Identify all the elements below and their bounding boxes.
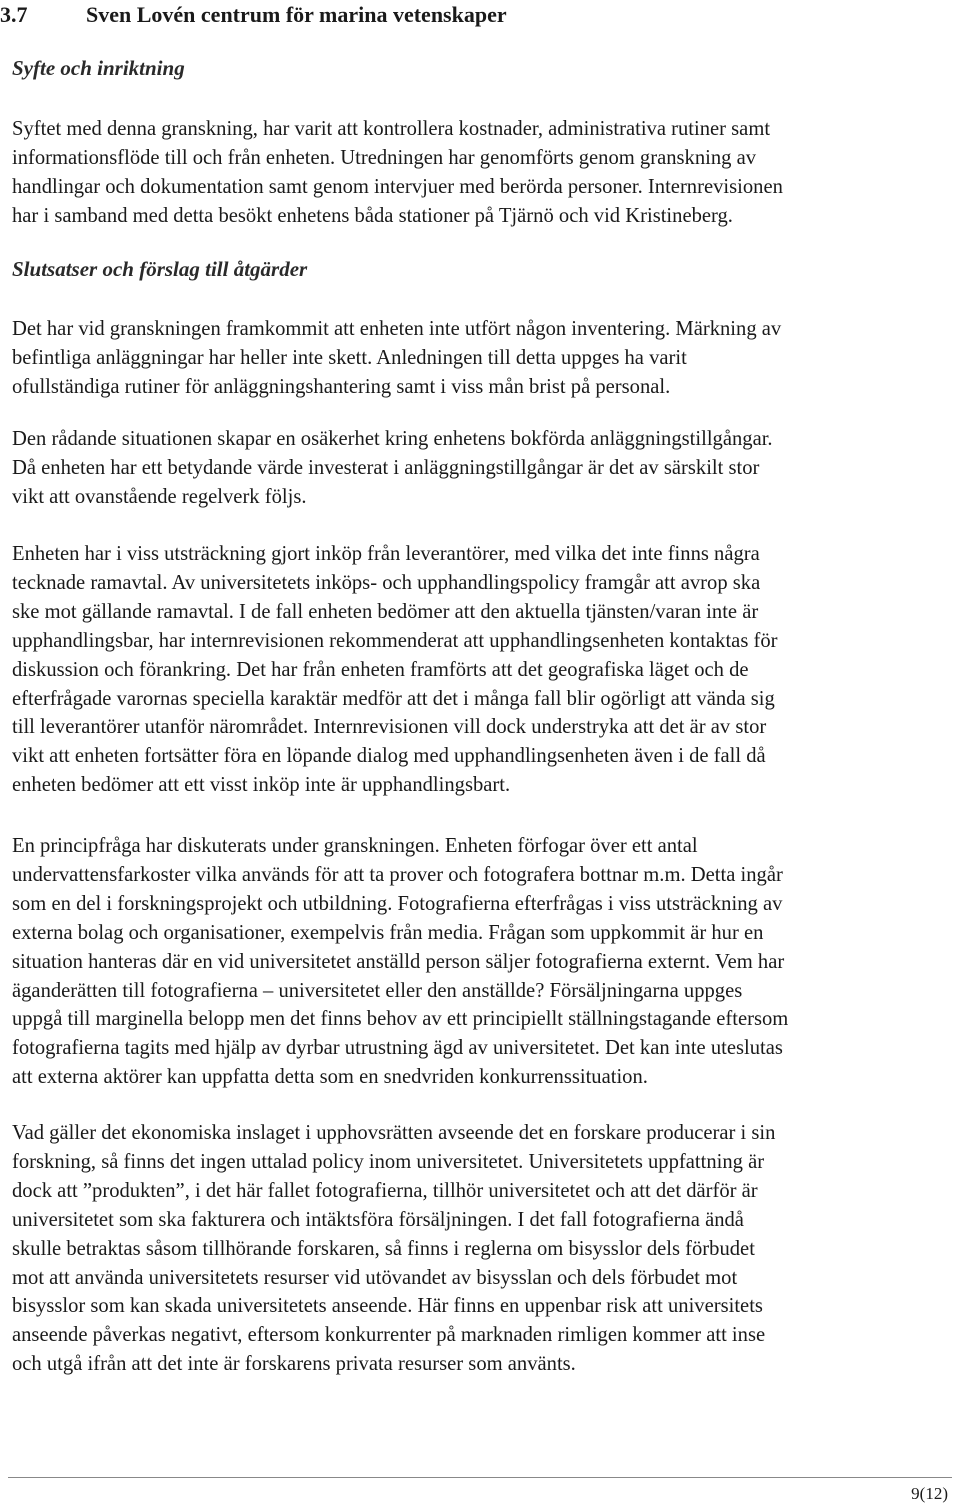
section-heading — [0, 2, 507, 28]
paragraph-copyright: Vad gäller det ekonomiska inslaget i upphovsrätten avseende det en forskare producerar i sin forskning, så finns det ingen uttalad policy inom universitetet. Universitetets uppfattning är dock att ”produkten”, i det här fallet fotografierna, tillhör universitetet och att det därför är universitetet som ska fakturera och intäktsföra försäljningen. I det fall fotografierna ändå skulle betraktas såsom tillhörande forskaren, så finns i reglerna om bisysslor dels förbudet mot att använda universitetets resurser vid utövandet av bisysslan och dels förbudet mot bisysslor som kan skada universitetets anseende. Här finns en uppenbar risk att universitets anseende påverkas negativt, eftersom konkurrenter på marknaden rimligen kommer att inse och utgå ifrån att det inte är forskarens privata resurser som använts. — [12, 1122, 776, 1376]
section-number: 3.7 — [0, 2, 28, 27]
paragraph-inventory: Det har vid granskningen framkommit att enheten inte utfört någon inventering. Märkning av befintliga anläggningar har heller inte skett. Anledningen till detta uppges ha varit ofullständiga rutiner för anläggningshantering samt i viss mån brist på personal. — [12, 318, 782, 398]
paragraph-procurement: Enheten har i viss utsträckning gjort inköp från leverantörer, med vilka det inte finns några tecknade ramavtal. Av universitetets inköps- och upphandlingspolicy framgår att avrop ska ske mot gällande ramavtal. I de fall enheten bedömer att den aktuella tjänsten/varan inte är upphandlingsbar, har internrevisionen rekommenderat att upphandlingsenheten kontaktas för diskussion och förankring. Det har från enheten framförts att det geografiska läget och de efterfrågade varornas speciella karaktär medför att det i många fall blir ogörligt att vända sig till leverantörer utanför närområdet. Internrevisionen vill dock understryka att det är av stor vikt att enheten fortsätter föra en löpande dialog med upphandlingsenheten även i de fall då enheten bedömer att ett visst inköp inte är upphandlingsbart. — [12, 543, 778, 797]
footer-divider — [8, 1477, 952, 1478]
paragraph-purpose: Syftet med denna granskning, har varit att kontrollera kostnader, administrativa rutiner samt informationsflöde till och från enheten. Utredningen har genomförts genom granskning av handlingar och dokumentation samt genom intervjuer med berörda personer. Internrevisionen har i samband med detta besökt enhetens båda stationer på Tjärnö och vid Kristineberg. — [12, 118, 783, 227]
subheading-conclusions: Slutsatser och förslag till åtgärder — [12, 257, 308, 281]
page-number: 9(12) — [911, 1484, 948, 1503]
paragraph-principle-question: En principfråga har diskuterats under granskningen. Enheten förfogar över ett antal undervattensfarkoster vilka används för att ta prover och fotografera bottnar m.m. Detta ingår som en del i forskningsprojekt och utbildning. Fotografierna efterfrågas i viss utsträckning av externa bolag och organisationer, exempelvis från media. Frågan som uppkommit är hur en situation hanteras där en vid universitetet anställd person säljer fotografierna externt. Vem har äganderätten till fotografierna – universitetet eller den anställde? Försäljningarna uppges uppgå till marginella belopp men det finns behov av ett principiellt ställningstagande eftersom fotografierna tagits med hjälp av dyrbar utrustning ägd av universitetet. Det kan inte uteslutas att externa aktörer kan uppfatta detta som en snedvriden konkurrenssituation. — [12, 835, 789, 1089]
paragraph-fixed-assets: Den rådande situationen skapar en osäkerhet kring enhetens bokförda anläggningstillgångar. Då enheten har ett betydande värde investerat i anläggningstillgångar är det av särskilt stor vikt att ovanstående regelverk följs. — [12, 428, 773, 508]
section-title: Sven Lovén centrum för marina vetenskaper — [86, 2, 507, 27]
subheading-purpose: Syfte och inriktning — [12, 56, 185, 80]
